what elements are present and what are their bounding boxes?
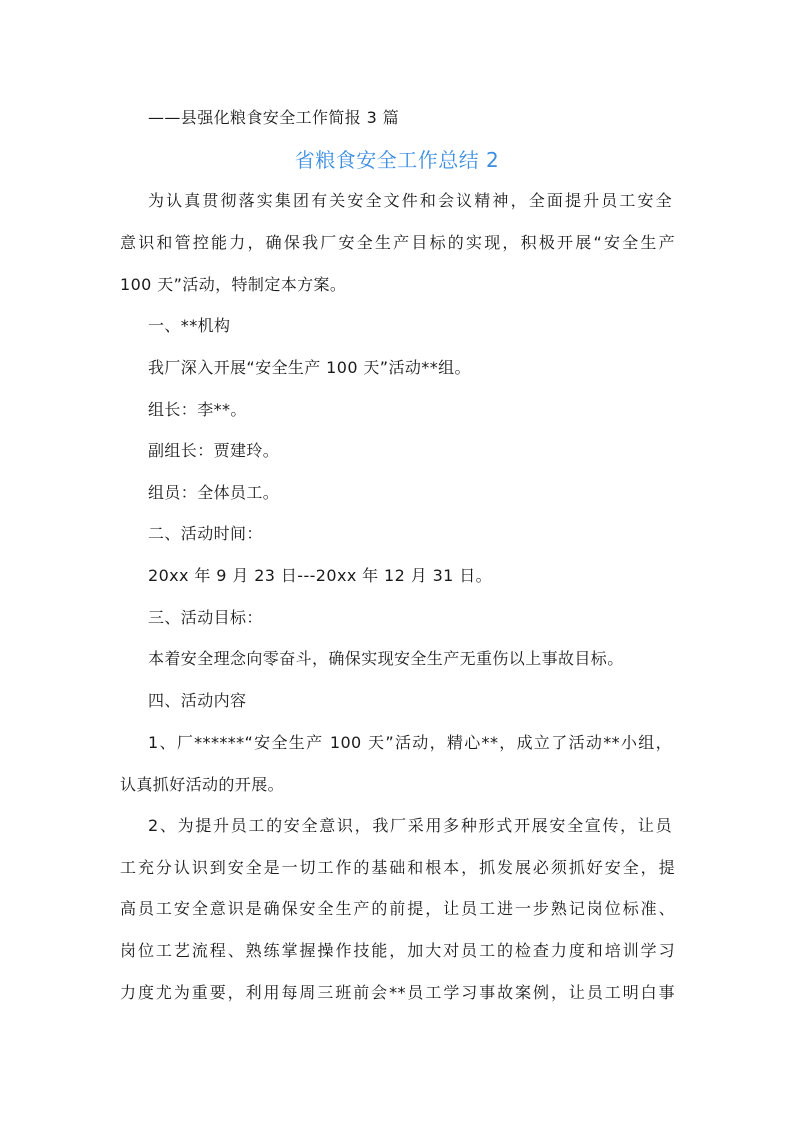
paragraph-line: 2、为提升员工的安全意识，我厂采用多种形式开展安全宣传，让员 <box>148 816 672 835</box>
paragraph-line: 高员工安全意识是确保安全生产的前提，让员工进一步熟记岗位标准、 <box>120 899 675 918</box>
paragraph-line: 1、厂******“安全生产 100 天”活动，精心**，成立了活动**小组， <box>148 733 672 752</box>
paragraph-line: 认真抓好活动的开展。 <box>120 775 285 794</box>
paragraph-line: 为认真贯彻落实集团有关安全文件和会议精神，全面提升员工安全 <box>148 191 672 210</box>
subtitle: ——县强化粮食安全工作简报 3 篇 <box>148 108 400 127</box>
section-heading: 一、**机构 <box>148 316 231 335</box>
section-heading: 三、活动目标： <box>148 608 263 627</box>
page-title: 省粮食安全工作总结 2 <box>294 148 500 172</box>
paragraph-line: 意识和管控能力，确保我厂安全生产目标的实现，积极开展“安全生产 <box>120 233 675 252</box>
paragraph-line: 本着安全理念向零奋斗，确保实现安全生产无重伤以上事故目标。 <box>148 649 624 668</box>
paragraph-line: 100 天”活动，特制定本方案。 <box>120 275 347 294</box>
section-heading: 二、活动时间： <box>148 524 263 543</box>
paragraph-line: 副组长：贾建玲。 <box>148 441 280 460</box>
section-heading: 四、活动内容 <box>148 691 247 710</box>
paragraph-line: 力度尤为重要，利用每周三班前会**员工学习事故案例，让员工明白事 <box>120 983 675 1002</box>
paragraph-line: 组长：李**。 <box>148 400 247 419</box>
paragraph-line: 20xx 年 9 月 23 日---20xx 年 12 月 31 日。 <box>148 566 493 585</box>
paragraph-line: 我厂深入开展“安全生产 100 天”活动**组。 <box>148 358 471 377</box>
paragraph-line: 工充分认识到安全是一切工作的基础和根本，抓发展必须抓好安全，提 <box>120 858 675 877</box>
paragraph-line: 组员：全体员工。 <box>148 483 280 502</box>
paragraph-line: 岗位工艺流程、熟练掌握操作技能，加大对员工的检查力度和培训学习 <box>120 941 675 960</box>
